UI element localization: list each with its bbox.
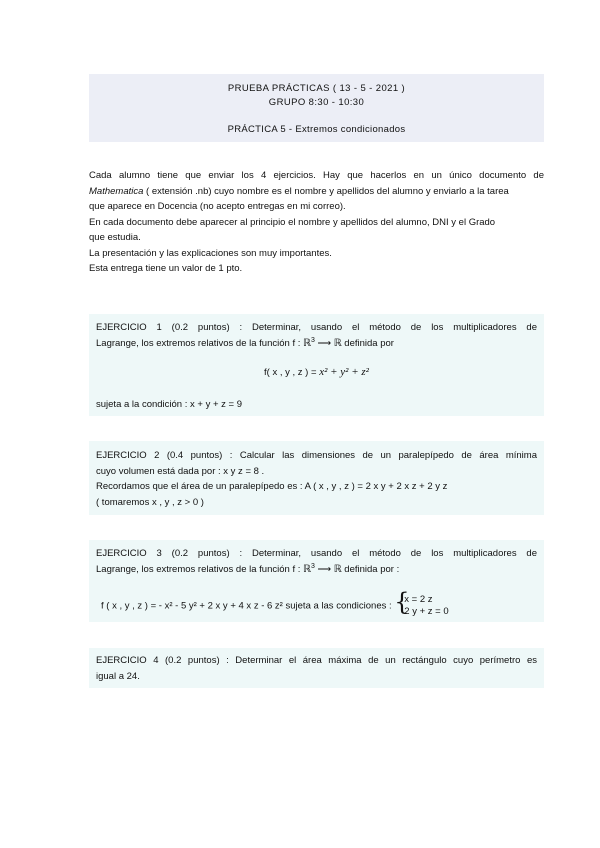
exercise-2-line-3: Recordamos que el área de un paralepípedo es : A ( x , y , z ) = 2 x y + 2 x z + 2 y z (96, 481, 448, 492)
exercise-2-line-1: EJERCICIO 2 (0.4 puntos) : Calcular las dimensiones de un paralepípedo de área mínima (96, 450, 537, 461)
intro-line-6: La presentación y las explicaciones son muy importantes. (89, 247, 332, 259)
exercise-1-line-2-pre: Lagrange, los extremos relativos de la función f : (96, 337, 304, 349)
exercise-1-condition (96, 397, 537, 413)
domain-exponent: 3 (310, 562, 315, 570)
exercise-1-text (96, 320, 537, 351)
formula-rhs: x² + y² + z² (319, 366, 369, 378)
brace-icon: { (394, 588, 410, 616)
group-time: GRUPO 8:30 - 10:30 (268, 97, 365, 108)
mathematica-label: Mathematica (89, 185, 144, 197)
exercise-2-line-2: cuyo volumen está dada por : x y z = 8 . (96, 465, 265, 477)
intro-line-7: Esta entrega tiene un valor de 1 pto. (89, 263, 243, 274)
conditions-label: sujeta a las condiciones : (282, 600, 395, 612)
exercise-2-line-4: ( tomaremos x , y , z > 0 ) (96, 496, 204, 508)
arrow-symbol: ⟶ (314, 337, 334, 349)
condition-1: x = 2 z (404, 594, 433, 605)
exercise-1-box (89, 314, 544, 416)
intro-line-1: Cada alumno tiene que enviar los 4 ejercicios. Hay que hacerlos en un único documento de (89, 170, 544, 181)
exam-title: PRUEBA PRÁCTICAS ( 13 - 5 - 2021 ) (227, 83, 406, 94)
exercise-1-line-1: EJERCICIO 1 (0.2 puntos) : Determinar, usando el método de los multiplicadores de (96, 322, 537, 333)
exercise-4-line-2: igual a 24. (96, 670, 140, 682)
exercise-1-formula (89, 366, 544, 378)
domain-symbol: ℝ (303, 563, 311, 575)
exercise-3-text (96, 546, 537, 577)
intro-line-3: que aparece en Docencia (no acepto entregas en mi correo). (89, 201, 346, 212)
practice-title: PRÁCTICA 5 - Extremos condicionados (227, 124, 406, 135)
exercise-3-formula (101, 588, 537, 618)
domain-exponent: 3 (310, 336, 315, 344)
exercise-3-line-2 (96, 562, 537, 578)
exercise-3-line-2-post: definida por : (341, 563, 400, 575)
intro-line-5: que estudia. (89, 232, 141, 243)
condition-label: sujeta a la condición : (96, 399, 191, 410)
exercise-1-line-2 (96, 336, 537, 352)
exercise-4-box (89, 648, 544, 688)
instructions (89, 168, 544, 277)
title-block (89, 74, 544, 142)
exercise-1-line-2-post: definida por (341, 337, 394, 349)
arrow-symbol: ⟶ (314, 563, 334, 575)
codomain-symbol: ℝ (333, 337, 342, 349)
formula-objective: f ( x , y , z ) = - x² - 5 y² + 2 x y + 4 x z - 6 z² (101, 600, 283, 612)
formula-lhs: f( x , y , z ) = (264, 367, 320, 378)
exercise-3-line-2-pre: Lagrange, los extremos relativos de la función f : (96, 563, 304, 575)
exercise-3-line-1: EJERCICIO 3 (0.2 puntos) : Determinar, usando el método de los multiplicadores de (96, 548, 537, 559)
intro-line-2-rest: ( extensión .nb) cuyo nombre es el nombre y apellidos del alumno y enviarlo a la tarea (143, 185, 509, 197)
conditions-system (394, 588, 449, 618)
intro-line-4: En cada documento debe aparecer al principio el nombre y apellidos del alumno, DNI y el Grado (89, 216, 496, 228)
condition-equation: x + y + z = 9 (190, 399, 243, 410)
exercise-4-text (96, 653, 537, 684)
exercise-2-box (89, 441, 544, 515)
exercise-2-text (96, 448, 537, 510)
condition-2: 2 y + z = 0 (404, 606, 449, 617)
intro-line-2 (89, 184, 544, 200)
codomain-symbol: ℝ (333, 563, 342, 575)
domain-symbol: ℝ (303, 337, 311, 349)
exercise-3-box (89, 540, 544, 622)
exercise-4-line-1: EJERCICIO 4 (0.2 puntos) : Determinar el área máxima de un rectángulo cuyo perímetro es (96, 655, 537, 666)
